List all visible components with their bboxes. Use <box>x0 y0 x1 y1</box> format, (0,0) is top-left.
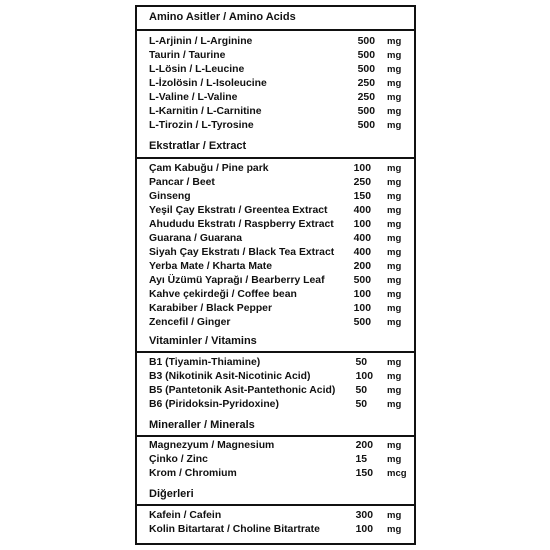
ingredient-amount: 200 <box>355 440 373 451</box>
ingredient-amount: 50 <box>355 357 367 368</box>
ingredient-row <box>137 105 414 119</box>
ingredient-unit: mg <box>387 371 402 382</box>
ingredient-row <box>137 316 414 330</box>
ingredient-amount: 250 <box>353 177 371 188</box>
ingredient-name: Magnezyum / Magnesium <box>149 440 275 451</box>
ingredient-unit: mg <box>387 440 402 451</box>
ingredient-unit: mg <box>387 92 402 103</box>
section-header-vitamins: Vitaminler / Vitamins <box>149 335 257 347</box>
ingredient-name: L-Tirozin / L-Tyrosine <box>149 120 254 131</box>
section-divider <box>137 29 414 31</box>
ingredient-row <box>137 453 414 467</box>
ingredient-name: Zencefil / Ginger <box>149 317 231 328</box>
ingredient-name: B3 (Nikotinik Asit-Nicotinic Acid) <box>149 371 311 382</box>
ingredient-unit: mg <box>387 303 402 314</box>
ingredient-unit: mg <box>387 205 402 216</box>
ingredient-amount: 100 <box>353 303 371 314</box>
ingredient-amount: 100 <box>355 371 373 382</box>
ingredient-amount: 500 <box>353 317 371 328</box>
ingredient-amount: 500 <box>357 50 375 61</box>
ingredient-row <box>137 467 414 481</box>
ingredient-unit: mg <box>387 261 402 272</box>
ingredient-row <box>137 190 414 204</box>
ingredient-unit: mg <box>387 219 402 230</box>
ingredient-row <box>137 439 414 453</box>
ingredient-row <box>137 119 414 133</box>
ingredient-name: L-Lösin / L-Leucine <box>149 64 245 75</box>
ingredient-name: Ahududu Ekstratı / Raspberry Extract <box>149 219 334 230</box>
ingredient-amount: 300 <box>355 510 373 521</box>
ingredient-name: Taurin / Taurine <box>149 50 226 61</box>
ingredient-amount: 400 <box>353 205 371 216</box>
section-divider <box>137 504 414 506</box>
ingredient-row <box>137 176 414 190</box>
ingredient-row <box>137 302 414 316</box>
ingredient-amount: 200 <box>353 261 371 272</box>
ingredient-row <box>137 370 414 384</box>
ingredient-amount: 400 <box>353 233 371 244</box>
ingredient-row <box>137 63 414 77</box>
ingredient-unit: mg <box>387 317 402 328</box>
ingredient-row <box>137 260 414 274</box>
ingredient-amount: 100 <box>355 524 373 535</box>
section-header-amino-acids: Amino Asitler / Amino Acids <box>149 11 296 23</box>
ingredient-name: Krom / Chromium <box>149 468 237 479</box>
ingredient-amount: 400 <box>353 247 371 258</box>
ingredient-name: Ayı Üzümü Yaprağı / Bearberry Leaf <box>149 275 325 286</box>
section-divider <box>137 435 414 437</box>
ingredient-amount: 100 <box>353 163 371 174</box>
section-divider <box>137 351 414 353</box>
ingredient-amount: 50 <box>355 385 367 396</box>
ingredient-name: Guarana / Guarana <box>149 233 242 244</box>
section-header-minerals: Mineraller / Minerals <box>149 419 255 431</box>
ingredient-amount: 500 <box>357 120 375 131</box>
ingredient-amount: 250 <box>357 92 375 103</box>
ingredient-unit: mg <box>387 247 402 258</box>
ingredient-unit: mg <box>387 357 402 368</box>
ingredient-name: L-İzolösin / L-Isoleucine <box>149 78 267 89</box>
ingredient-unit: mg <box>387 191 402 202</box>
ingredient-row <box>137 288 414 302</box>
ingredient-name: L-Karnitin / L-Carnitine <box>149 106 262 117</box>
ingredient-row <box>137 49 414 63</box>
ingredient-unit: mg <box>387 64 402 75</box>
ingredient-name: Ginseng <box>149 191 191 202</box>
ingredient-name: Yerba Mate / Kharta Mate <box>149 261 272 272</box>
ingredient-name: Kafein / Cafein <box>149 510 222 521</box>
ingredient-row <box>137 523 414 537</box>
ingredient-unit: mg <box>387 289 402 300</box>
supplement-facts-panel <box>135 5 416 545</box>
ingredient-row <box>137 398 414 412</box>
ingredient-unit: mg <box>387 36 402 47</box>
ingredient-row <box>137 384 414 398</box>
ingredient-unit: mg <box>387 163 402 174</box>
ingredient-unit: mg <box>387 233 402 244</box>
ingredient-name: Karabiber / Black Pepper <box>149 303 273 314</box>
ingredient-unit: mg <box>387 50 402 61</box>
ingredient-name: Kahve çekirdeği / Coffee bean <box>149 289 297 300</box>
ingredient-name: Çinko / Zinc <box>149 454 208 465</box>
ingredient-row <box>137 162 414 176</box>
ingredient-amount: 500 <box>357 106 375 117</box>
ingredient-row <box>137 356 414 370</box>
ingredient-row <box>137 246 414 260</box>
ingredient-unit: mg <box>387 454 402 465</box>
ingredient-name: B6 (Piridoksin-Pyridoxine) <box>149 399 279 410</box>
ingredient-amount: 100 <box>353 289 371 300</box>
ingredient-name: B5 (Pantetonik Asit-Pantethonic Acid) <box>149 385 336 396</box>
ingredient-name: Çam Kabuğu / Pine park <box>149 163 269 174</box>
ingredient-row <box>137 232 414 246</box>
ingredient-unit: mg <box>387 78 402 89</box>
ingredient-unit: mg <box>387 275 402 286</box>
ingredient-row <box>137 35 414 49</box>
ingredient-unit: mg <box>387 524 402 535</box>
ingredient-row <box>137 509 414 523</box>
ingredient-name: L-Arjinin / L-Arginine <box>149 36 253 47</box>
ingredient-row <box>137 77 414 91</box>
ingredient-unit: mg <box>387 120 402 131</box>
ingredient-amount: 15 <box>355 454 367 465</box>
ingredient-name: Kolin Bitartarat / Choline Bitartrate <box>149 524 320 535</box>
ingredient-unit: mg <box>387 510 402 521</box>
section-divider <box>137 157 414 159</box>
section-header-others: Diğerleri <box>149 488 194 500</box>
ingredient-name: Yeşil Çay Ekstratı / Greentea Extract <box>149 205 328 216</box>
ingredient-unit: mcg <box>387 468 407 479</box>
ingredient-amount: 150 <box>353 191 371 202</box>
ingredient-name: B1 (Tiyamin-Thiamine) <box>149 357 261 368</box>
ingredient-amount: 150 <box>355 468 373 479</box>
ingredient-name: L-Valine / L-Valine <box>149 92 238 103</box>
ingredient-row <box>137 204 414 218</box>
ingredient-amount: 50 <box>355 399 367 410</box>
ingredient-amount: 500 <box>357 64 375 75</box>
ingredient-amount: 500 <box>353 275 371 286</box>
ingredient-row <box>137 218 414 232</box>
ingredient-amount: 100 <box>353 219 371 230</box>
section-header-extract: Ekstratlar / Extract <box>149 140 247 152</box>
ingredient-name: Siyah Çay Ekstratı / Black Tea Extract <box>149 247 335 258</box>
ingredient-amount: 500 <box>357 36 375 47</box>
ingredient-amount: 250 <box>357 78 375 89</box>
ingredient-unit: mg <box>387 399 402 410</box>
ingredient-unit: mg <box>387 106 402 117</box>
ingredient-row <box>137 274 414 288</box>
ingredient-unit: mg <box>387 385 402 396</box>
ingredient-unit: mg <box>387 177 402 188</box>
ingredient-name: Pancar / Beet <box>149 177 215 188</box>
ingredient-row <box>137 91 414 105</box>
